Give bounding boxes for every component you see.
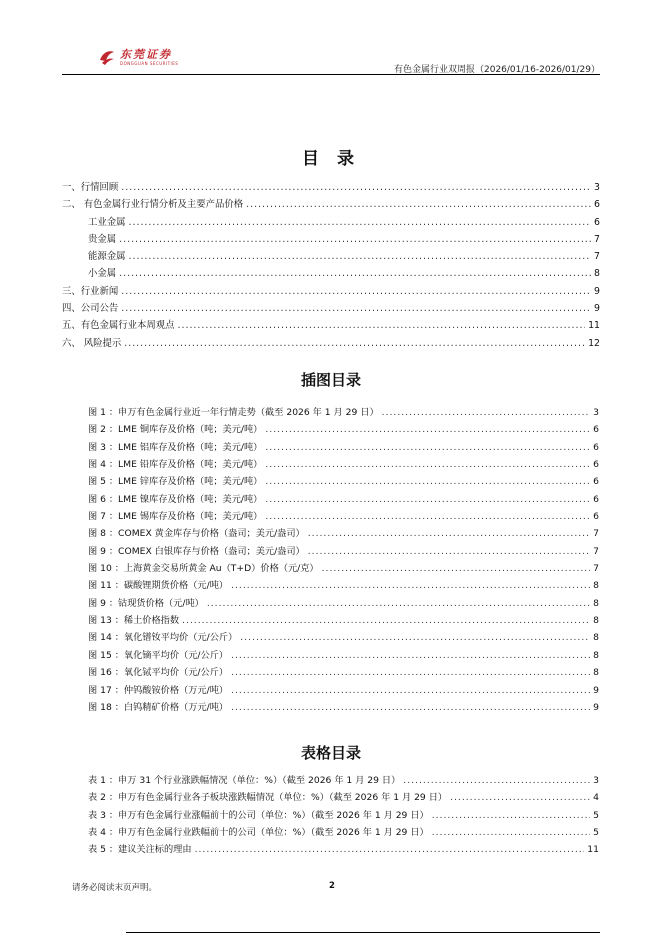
figure-entry-page: 9 — [593, 701, 599, 713]
figure-entry[interactable] — [88, 421, 599, 438]
page-number: 2 — [329, 881, 335, 891]
dot-leader — [231, 702, 590, 713]
table-entry-page: 5 — [593, 827, 599, 839]
dot-leader — [119, 268, 591, 279]
toc-entry-page: 3 — [594, 182, 600, 193]
toc-entry-title: 六、 风险提示 — [62, 337, 122, 349]
figure-entry[interactable] — [88, 560, 599, 577]
dot-leader — [119, 234, 591, 245]
toc-entry-title: 四、公司公告 — [62, 303, 119, 315]
dot-leader — [231, 667, 590, 678]
figure-entry-page: 7 — [593, 528, 599, 540]
figure-entry[interactable] — [88, 543, 599, 560]
figure-entry-title: 图 17 ：仲钨酸铵价格（万元/吨） — [88, 684, 229, 696]
toc-list — [62, 179, 600, 352]
dot-leader — [403, 775, 590, 786]
table-entry-title: 表 2 ：申万有色金属行业各子板块涨跌幅情况（单位：%）（截至 2026 年 1 月 29 日） — [88, 792, 448, 804]
figure-entry-page: 9 — [593, 684, 599, 696]
toc-entry[interactable] — [62, 231, 600, 248]
figure-entry[interactable] — [88, 699, 599, 716]
figure-list-heading: 插图目录 — [300, 371, 361, 389]
header-divider — [62, 74, 600, 75]
figure-entry-page: 6 — [593, 493, 599, 505]
table-entry-title: 表 4 ：申万有色金属行业跌幅前十的公司（单位：%）（截至 2026 年 1 月 29 日） — [88, 827, 429, 839]
figure-entry-title: 图 18 ：白钨精矿价格（万元/吨） — [88, 701, 229, 713]
table-list — [88, 772, 599, 859]
figure-entry-title: 图 13 ：稀土价格指数 — [88, 615, 180, 627]
company-logo — [98, 48, 178, 66]
toc-entry-title: 五、有色金属行业本周观点 — [62, 320, 175, 332]
figure-entry-title: 图 15 ：氧化镝平均价（元/公斤） — [88, 649, 229, 661]
figure-entry-title: 图 10 ：上海黄金交易所黄金 Au（T+D）价格（元/克） — [88, 563, 319, 575]
logo-english-name: DONGGUAN SECURITIES — [120, 60, 179, 66]
toc-entry[interactable] — [62, 283, 600, 300]
dot-leader — [265, 494, 590, 505]
toc-entry[interactable] — [62, 300, 600, 317]
toc-entry-title: 能源金属 — [88, 251, 126, 263]
dot-leader — [121, 286, 591, 297]
dot-leader — [265, 424, 590, 435]
figure-entry-title: 图 3 ：LME 铝库存及价格（吨；美元/吨） — [88, 441, 263, 453]
toc-entry-page: 8 — [594, 268, 600, 280]
figure-entry-title: 图 4 ：LME 铅库存及价格（吨；美元/吨） — [88, 459, 263, 471]
figure-entry-title: 图 14 ：氧化镨钕平均价（元/公斤） — [88, 632, 238, 644]
figure-entry[interactable] — [88, 612, 599, 629]
toc-entry[interactable] — [62, 265, 600, 282]
figure-entry[interactable] — [88, 595, 599, 612]
figure-entry-title: 图 9 ：钴现货价格（元/吨） — [88, 597, 204, 609]
dot-leader — [265, 511, 590, 522]
toc-entry[interactable] — [62, 196, 600, 213]
table-entry-page: 3 — [593, 775, 599, 786]
figure-entry-page: 6 — [593, 476, 599, 488]
dot-leader — [207, 598, 590, 609]
logo-chinese-name: 东莞证券 — [120, 47, 172, 61]
footer-divider — [126, 932, 600, 933]
report-title: 有色金属行业双周报（2026/01/16-2026/01/29） — [394, 65, 600, 75]
figure-entry[interactable] — [88, 404, 599, 421]
dot-leader — [382, 407, 591, 418]
toc-heading: 目 录 — [302, 149, 360, 169]
figure-entry[interactable] — [88, 439, 599, 456]
page-header — [62, 46, 600, 76]
dot-leader — [265, 476, 590, 487]
toc-entry[interactable] — [62, 317, 600, 334]
dot-leader — [265, 459, 590, 470]
figure-entry-page: 8 — [593, 597, 599, 609]
table-entry-title: 表 3 ：申万有色金属行业涨幅前十的公司（单位：%）（截至 2026 年 1 月 29 日） — [88, 809, 429, 821]
figure-entry[interactable] — [88, 473, 599, 490]
figure-entry[interactable] — [88, 525, 599, 542]
table-list-heading: 表格目录 — [300, 744, 361, 762]
toc-entry-page: 11 — [588, 320, 600, 332]
dot-leader — [121, 182, 591, 193]
figure-entry[interactable] — [88, 682, 599, 699]
figure-entry-page: 7 — [593, 545, 599, 557]
dot-leader — [121, 303, 591, 314]
toc-entry[interactable] — [62, 214, 600, 231]
figure-entry-page: 8 — [593, 580, 599, 592]
toc-entry-title: 三、行业新闻 — [62, 285, 119, 297]
toc-entry-page: 7 — [594, 233, 600, 245]
table-entry-page: 11 — [587, 844, 599, 856]
figure-entry-page: 8 — [593, 632, 599, 644]
figure-entry-page: 8 — [593, 615, 599, 627]
table-entry-page: 4 — [593, 792, 599, 804]
dot-leader — [240, 632, 590, 643]
figure-entry-page: 8 — [593, 649, 599, 661]
figure-entry-title: 图 8 ：COMEX 黄金库存与价格（盎司；美元/盎司） — [88, 528, 305, 540]
figure-entry-title: 图 11 ：碳酸锂期货价格（元/吨） — [88, 580, 229, 592]
dot-leader — [195, 844, 585, 855]
toc-entry[interactable] — [62, 335, 600, 352]
dot-leader — [231, 580, 590, 591]
table-entry-title: 表 1 ：申万 31 个行业涨跌幅情况（单位：%）（截至 2026 年 1 月 29 日） — [88, 775, 401, 786]
toc-entry-title: 工业金属 — [88, 216, 126, 228]
toc-entry-page: 6 — [594, 199, 600, 211]
table-entry-title: 表 5 ：建议关注标的理由 — [88, 844, 192, 856]
toc-entry-title: 一、行情回顾 — [62, 182, 119, 193]
table-entry[interactable] — [88, 789, 599, 806]
toc-entry[interactable] — [62, 179, 600, 196]
dot-leader — [432, 810, 590, 821]
figure-entry-page: 7 — [593, 563, 599, 575]
dot-leader — [308, 528, 590, 539]
table-entry[interactable] — [88, 824, 599, 841]
dot-leader — [308, 546, 590, 557]
table-entry[interactable] — [88, 807, 599, 824]
dot-leader — [246, 199, 591, 210]
table-entry[interactable] — [88, 772, 599, 789]
figure-entry-title: 图 16 ：氧化铽平均价（元/公斤） — [88, 667, 229, 679]
figure-entry-page: 3 — [593, 407, 599, 418]
dot-leader — [182, 615, 590, 626]
toc-entry-title: 贵金属 — [88, 233, 117, 245]
dot-leader — [265, 442, 590, 453]
figure-entry-page: 6 — [593, 459, 599, 471]
figure-entry-page: 6 — [593, 511, 599, 523]
figure-entry[interactable] — [88, 664, 599, 681]
figure-entry[interactable] — [88, 647, 599, 664]
toc-entry-page: 6 — [594, 216, 600, 228]
toc-entry[interactable] — [62, 248, 600, 265]
footer-disclaimer: 请务必阅读末页声明。 — [72, 883, 158, 893]
dot-leader — [322, 563, 591, 574]
toc-entry-page: 7 — [594, 251, 600, 263]
figure-entry[interactable] — [88, 491, 599, 508]
toc-entry-page: 12 — [588, 337, 600, 349]
figure-entry-title: 图 9 ：COMEX 白银库存与价格（盎司；美元/盎司） — [88, 545, 305, 557]
toc-entry-page: 9 — [594, 303, 600, 315]
toc-entry-title: 小金属 — [88, 268, 117, 280]
table-entry-page: 5 — [593, 809, 599, 821]
figure-entry-page: 8 — [593, 667, 599, 679]
dot-leader — [231, 650, 590, 661]
figure-entry-title: 图 5 ：LME 锌库存及价格（吨；美元/吨） — [88, 476, 263, 488]
table-entry[interactable] — [88, 841, 599, 858]
figure-entry-title: 图 7 ：LME 锡库存及价格（吨；美元/吨） — [88, 511, 263, 523]
figure-entry-title: 图 2 ：LME 铜库存及价格（吨；美元/吨） — [88, 424, 263, 436]
dot-leader — [129, 251, 592, 262]
figure-entry-page: 6 — [593, 424, 599, 436]
dot-leader — [231, 685, 590, 696]
dot-leader — [129, 217, 592, 228]
dot-leader — [432, 827, 590, 838]
figure-entry-title: 图 6 ：LME 镍库存及价格（吨；美元/吨） — [88, 493, 263, 505]
figure-entry[interactable] — [88, 577, 599, 594]
figure-entry[interactable] — [88, 629, 599, 646]
figure-list — [88, 404, 599, 716]
figure-entry-page: 6 — [593, 441, 599, 453]
dot-leader — [178, 320, 586, 331]
figure-entry[interactable] — [88, 508, 599, 525]
toc-entry-page: 9 — [594, 285, 600, 297]
dot-leader — [124, 338, 585, 349]
logo-mark-icon — [98, 48, 116, 66]
figure-entry[interactable] — [88, 456, 599, 473]
dot-leader — [450, 792, 590, 803]
toc-entry-title: 二、 有色金属行业行情分析及主要产品价格 — [62, 199, 244, 211]
figure-entry-title: 图 1 ：申万有色金属行业近一年行情走势（截至 2026 年 1 月 29 日） — [88, 407, 379, 418]
